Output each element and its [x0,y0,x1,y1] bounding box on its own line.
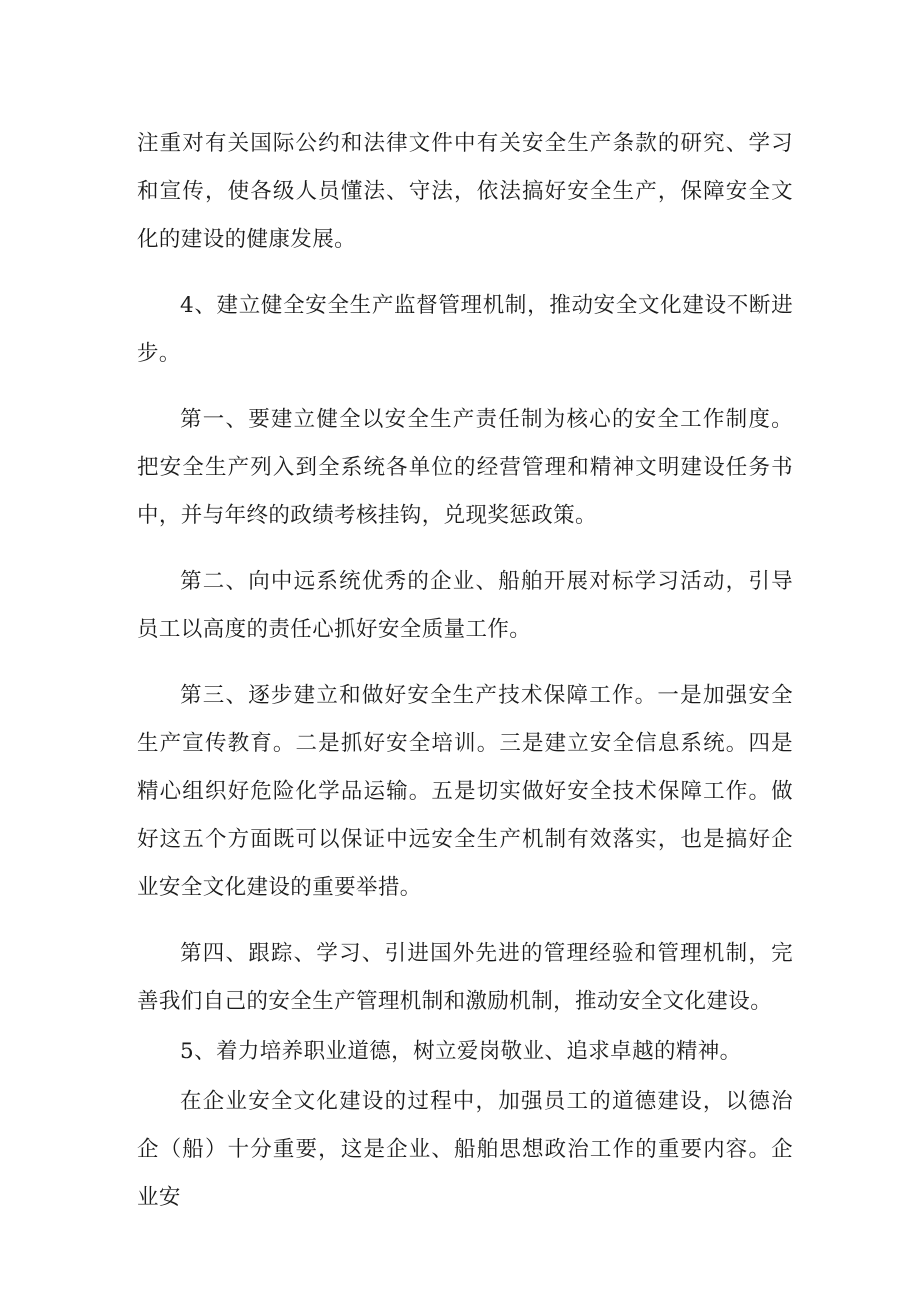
paragraph-ethics: 在企业安全文化建设的过程中，加强员工的道德建设，以德治企（船）十分重要，这是企业、船舶思想政治工作的重要内容。企业安 [137,1089,793,1210]
paragraph-continuation: 注重对有关国际公约和法律文件中有关安全生产条款的研究、学习和宣传，使各级人员懂法、守法，依法搞好安全生产，保障安全文化的建设的健康发展。 [137,131,793,252]
paragraph-third: 第三、逐步建立和做好安全生产技术保障工作。一是加强安全生产宣传教育。二是抓好安全培训。三是建立安全信息系统。四是精心组织好危险化学品运输。五是切实做好安全技术保障工作。做好这五个方面既可以保证中远安全生产机制有效落实，也是搞好企业安全文化建设的重要举措。 [137,683,793,900]
paragraph-first: 第一、要建立健全以安全生产责任制为核心的安全工作制度。把安全生产列入到全系统各单位的经营管理和精神文明建设任务书中，并与年终的政绩考核挂钩，兑现奖惩政策。 [137,407,793,528]
document-body [137,120,793,1222]
section-heading-5: 5、着力培养职业道德，树立爱岗敬业、追求卓越的精神。 [180,1039,742,1064]
paragraph-second: 第二、向中远系统优秀的企业、船舶开展对标学习活动，引导员工以高度的责任心抓好安全质量工作。 [137,569,793,642]
paragraph-fourth: 第四、跟踪、学习、引进国外先进的管理经验和管理机制，完善我们自己的安全生产管理机制和激励机制，推动安全文化建设。 [137,941,793,1014]
section-heading-4: 4、建立健全安全生产监督管理机制，推动安全文化建设不断进步。 [137,293,793,366]
